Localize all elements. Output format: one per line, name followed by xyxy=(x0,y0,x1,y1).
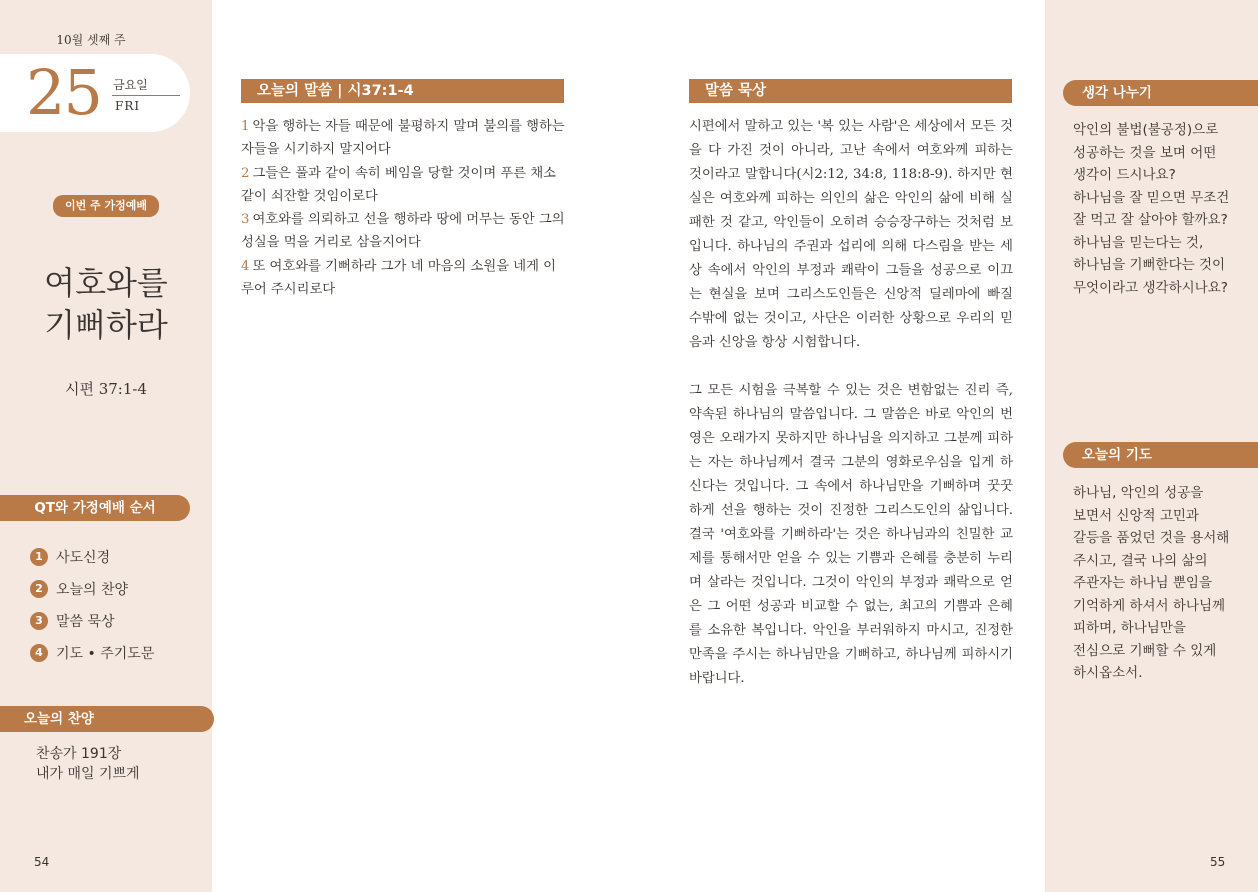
meditation-paragraph: 그 모든 시험을 극복할 수 있는 것은 변함없는 진리 즉, 약속된 하나님의 말씀입니다. 그 말씀은 바로 악인의 번영은 오래가지 못하지만 하나님을 의지하고 그분께 피하는 자는 하나님께서 결국 그분의 영화로우심을 입게 하신다는 것입니다. 그 속에서 하나님만을 기뻐하며 꿋꿋하게 선을 행하는 것이 진정한 그리스도인의 삶입니다. 결국 '여호와를 기뻐하라'는 것은 하나님과의 친밀한 교제를 통해서만 얻을 수 있는 기쁨과 은혜를 충분히 누리며 살라는 것입니다. 그것이 악인의 부정과 쾌락으로 얻은 그 어떤 성공과 비교할 수 없는, 최고의 기쁨과 은혜를 소유한 복입니다. 악인을 부러워하지 마시고, 진정한 만족을 주시는 하나님만을 기뻐하고, 하나님께 피하시기 바랍니다. xyxy=(689,383,1013,686)
prayer-text xyxy=(1073,482,1245,685)
week-label: 10월 셋째 주 xyxy=(56,33,126,47)
share-line: 하나님을 믿는다는 것, xyxy=(1073,234,1204,251)
verse-text: 그들은 풀과 같이 속히 베임을 당할 것이며 푸른 채소 같이 쇠잔할 것임이로다 xyxy=(241,165,557,204)
verse-number: 2 xyxy=(241,165,250,181)
prayer-line: 주시고, 결국 나의 삶의 xyxy=(1073,552,1208,569)
day-of-week-ko: 금요일 xyxy=(113,78,148,92)
order-item xyxy=(30,573,154,605)
verse xyxy=(241,115,566,162)
verse-text: 악을 행하는 자들 때문에 불평하지 말며 불의를 행하는 자들을 시기하지 말지어다 xyxy=(241,119,565,158)
verse-text: 여호와를 의뢰하고 선을 행하라 땅에 머무는 동안 그의 성실을 먹을 거리로 삼을지어다 xyxy=(241,212,565,251)
hymn-info xyxy=(36,744,140,784)
verse-number: 1 xyxy=(241,119,250,134)
verse-text: 또 여호와를 기뻐하라 그가 네 마음의 소원을 네게 이루어 주시리로다 xyxy=(241,258,557,298)
share-questions xyxy=(1073,119,1245,299)
verse-number: 3 xyxy=(241,212,250,228)
title-line-1: 여호와를 xyxy=(44,264,168,302)
order-item-label: 오늘의 찬양 xyxy=(56,582,129,598)
share-line: 무엇이라고 생각하시나요? xyxy=(1073,279,1228,296)
order-item-label: 사도신경 xyxy=(56,550,111,566)
prayer-header: 오늘의 기도 xyxy=(1063,442,1258,468)
prayer-line: 전심으로 기뻐할 수 있게 xyxy=(1073,642,1217,659)
day-number: 25 xyxy=(26,56,101,129)
meditation-paragraph: 시편에서 말하고 있는 '복 있는 사람'은 세상에서 모든 것을 다 가진 것이 아니라, 고난 속에서 여호와께 피하는 것이라고 말합니다(시2:12, 34:8, 118:8-9). 하지만 현실은 여호와께 피하는 의인의 삶은 악인의 삶에 비해 실패한 것 같고, 악인들이 오히려 승승장구하는 것처럼 보입니다. 하나님의 주권과 섭리에 의해 다스림을 받는 세상 속에서 악인의 부정과 쾌락이 그들을 성공으로 이끄는 현실을 보며 그리스도인들은 신앙적 딜레마에 빠질 수밖에 없는 것이고, 사단은 이러한 상황으로 우리의 믿음과 신앙을 항상 시험합니다. xyxy=(689,119,1013,350)
share-line: 생각이 드시나요? xyxy=(1073,167,1176,183)
prayer-line: 하나님, 악인의 성공을 xyxy=(1073,485,1204,501)
worship-badge: 이번 주 가정예배 xyxy=(53,195,159,217)
verse xyxy=(241,208,566,255)
prayer-line: 하시옵소서. xyxy=(1073,665,1143,681)
order-list xyxy=(30,541,154,669)
prayer-line: 주관자는 하나님 뿐임을 xyxy=(1073,575,1212,591)
page-title xyxy=(0,262,212,346)
meditation-body xyxy=(689,115,1013,691)
left-sidebar xyxy=(0,0,212,892)
share-line: 성공하는 것을 보며 어떤 xyxy=(1073,144,1217,161)
order-number-badge: 4 xyxy=(30,644,48,662)
page-number-right: 55 xyxy=(1210,855,1226,869)
page-number-left: 54 xyxy=(34,855,50,869)
order-number-badge: 2 xyxy=(30,580,48,598)
day-of-week-en: FRI xyxy=(115,99,141,113)
share-header: 생각 나누기 xyxy=(1063,80,1258,106)
date-card xyxy=(0,54,190,132)
order-item xyxy=(30,541,154,573)
hymn-header: 오늘의 찬양 xyxy=(0,706,214,732)
share-line: 잘 먹고 잘 살아야 할까요? xyxy=(1073,212,1228,228)
title-line-2: 기뻐하라 xyxy=(44,306,168,344)
order-item-label: 말씀 묵상 xyxy=(56,614,115,630)
hymn-title: 내가 매일 기쁘게 xyxy=(36,766,140,782)
share-line: 악인의 불법(불공정)으로 xyxy=(1073,122,1219,138)
order-item xyxy=(30,605,154,637)
prayer-line: 피하며, 하나님만을 xyxy=(1073,620,1186,636)
order-item xyxy=(30,637,154,669)
share-line: 하나님을 기뻐한다는 것이 xyxy=(1073,257,1226,273)
scripture-reference: 시편 37:1-4 xyxy=(64,380,148,398)
verse-number: 4 xyxy=(241,258,250,274)
word-header: 오늘의 말씀 | 시37:1-4 xyxy=(241,79,564,103)
verse xyxy=(241,255,566,302)
day-divider xyxy=(112,95,180,96)
prayer-line: 갈등을 품었던 것을 용서해 xyxy=(1073,530,1230,546)
verse-list xyxy=(241,115,566,301)
order-number-badge: 3 xyxy=(30,612,48,630)
prayer-line: 기억하게 하셔서 하나님께 xyxy=(1073,597,1226,614)
verse xyxy=(241,162,566,209)
order-header: QT와 가정예배 순서 xyxy=(0,495,190,521)
order-item-label: 기도 • 주기도문 xyxy=(56,646,155,662)
order-number-badge: 1 xyxy=(30,548,48,566)
prayer-line: 보면서 신앙적 고민과 xyxy=(1073,507,1199,524)
meditation-header: 말씀 묵상 xyxy=(689,79,1012,103)
share-line: 하나님을 잘 믿으면 무조건 xyxy=(1073,189,1230,206)
hymn-number: 찬송가 191장 xyxy=(36,746,122,762)
